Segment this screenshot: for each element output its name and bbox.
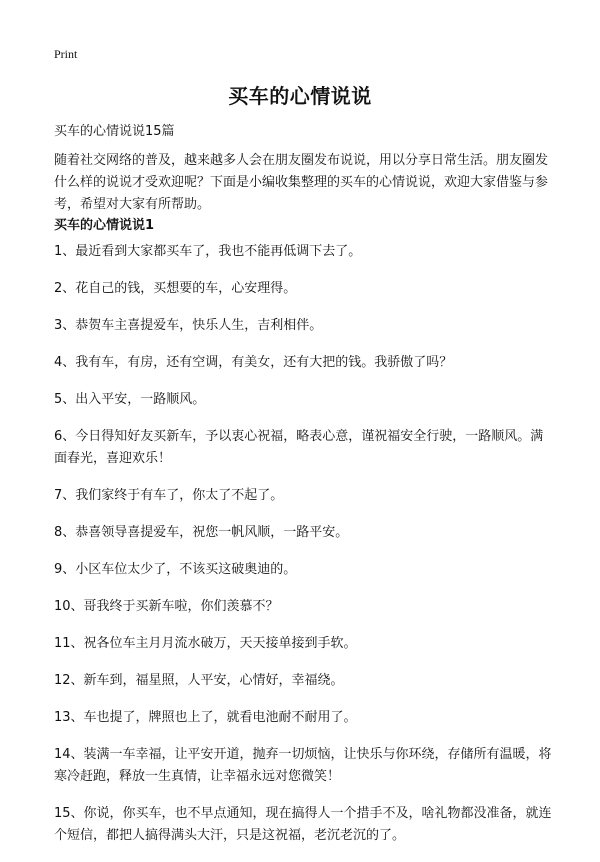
list-item: 12、新车到，福星照，人平安，心情好，幸福绕。 (54, 673, 344, 688)
section-heading: 买车的心情说说1 (54, 218, 155, 233)
list-item: 2、花自己的钱，买想要的车，心安理得。 (54, 281, 297, 296)
document-subtitle: 买车的心情说说15篇 (54, 124, 175, 139)
list-item: 1、最近看到大家都买车了，我也不能再低调下去了。 (54, 244, 362, 259)
list-item: 5、出入平安，一路顺风。 (54, 392, 206, 407)
list-item: 10、哥我终于买新车啦，你们羡慕不？ (54, 599, 279, 614)
list-item: 11、祝各位车主月月流水破万，天天接单接到手软。 (54, 636, 357, 651)
list-item: 15、你说，你买车，也不早点通知，现在搞得人一个措手不及，啥礼物都没准备，就连个短信，都把人搞得满头大汗，只是这祝福，老沉老沉的了。 (54, 806, 552, 843)
list-item: 4、我有车，有房，还有空调，有美女，还有大把的钱。我骄傲了吗？ (54, 355, 453, 370)
list-item: 13、车也提了，牌照也上了，就看电池耐不耐用了。 (54, 710, 357, 725)
print-link[interactable]: Print (54, 47, 78, 61)
list-item: 3、恭贺车主喜提爱车，快乐人生，吉利相伴。 (54, 318, 323, 333)
list-item: 8、恭喜领导喜提爱车，祝您一帆风顺，一路平安。 (54, 525, 349, 540)
list-item: 7、我们家终于有车了，你太了不起了。 (54, 488, 284, 503)
intro-paragraph: 随着社交网络的普及，越来越多人会在朋友圈发布说说，用以分享日常生活。朋友圈发什么样的说说才受欢迎呢？下面是小编收集整理的买车的心情说说，欢迎大家借鉴与参考，希望对大家有所帮助。 (54, 153, 549, 212)
list-item: 14、装满一车幸福，让平安开道，抛弃一切烦恼，让快乐与你环绕，存储所有温暖，将寒冷赶跑，释放一生真情，让幸福永远对您微笑！ (54, 747, 552, 784)
list-item: 6、今日得知好友买新车，予以衷心祝福，略表心意，谨祝福安全行驶，一路顺风。满面春光，喜迎欢乐！ (54, 429, 544, 466)
page-title: 买车的心情说说 (228, 84, 372, 108)
quote-list (54, 241, 554, 862)
list-item: 9、小区车位太少了，不该买这破奥迪的。 (54, 562, 297, 577)
